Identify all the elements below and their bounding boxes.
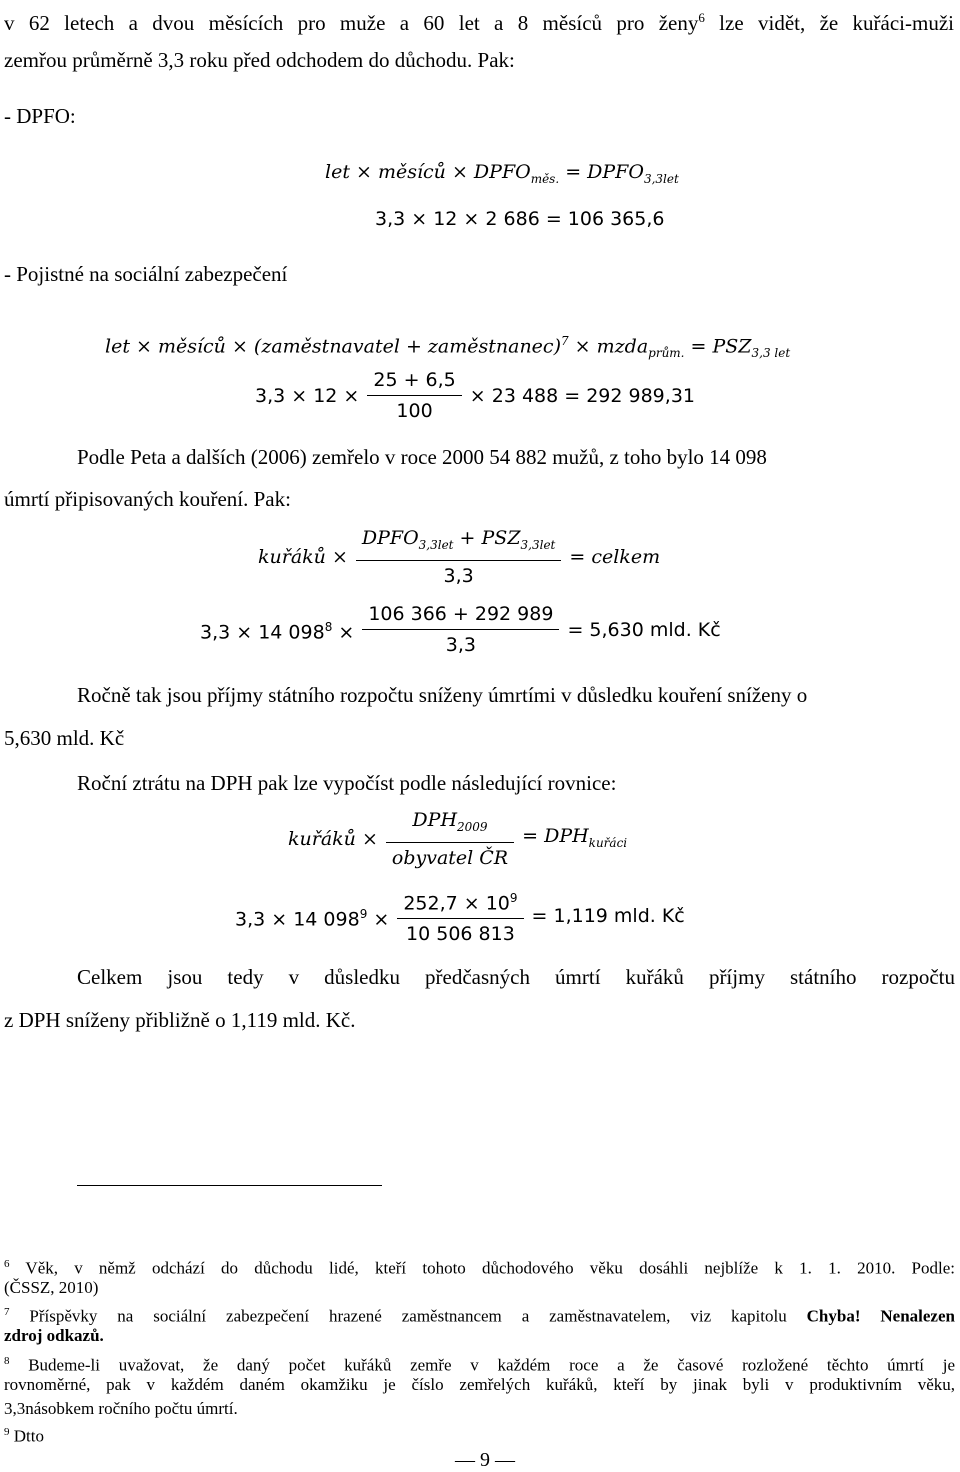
footnote-7 — [4, 1301, 955, 1328]
page-number: — 9 — — [455, 1449, 515, 1471]
fraction — [356, 526, 562, 588]
eq-left: kuřáků × — [288, 827, 378, 850]
equation-dpfo-calc: 3,3 × 12 × 2 686 = 106 365,6 — [375, 208, 665, 230]
equation-vat — [288, 808, 627, 870]
eq-text: = DPH — [522, 824, 589, 847]
footnote-separator — [77, 1185, 382, 1186]
paragraph-line — [4, 6, 954, 35]
eq-subscript: 3,3let — [520, 537, 556, 552]
eq-left — [235, 902, 389, 931]
footnote-ref[interactable]: 9 — [359, 906, 368, 921]
equation-smokers-total — [258, 526, 660, 588]
eq-right: = celkem — [569, 545, 661, 568]
footnote-text: Budeme-li uvažovat, že daný počet kuřáků zemře v každém roce a že časové rozložené těchto úmrtí je — [9, 1355, 955, 1375]
footnote-ref[interactable]: 7 — [560, 334, 569, 348]
footnote-9 — [4, 1421, 44, 1448]
footnote-number: 9 — [4, 1426, 10, 1438]
eq-subscript: kuřáci — [588, 835, 628, 850]
numerator: 106 366 + 292 989 — [362, 602, 559, 630]
eq-text: × mzda — [568, 335, 649, 358]
denominator: obyvatel ČR — [391, 846, 509, 869]
broken-reference[interactable]: Chyba! Nenalezen — [806, 1306, 955, 1326]
eq-text: 3,3 × 14 098 — [200, 621, 325, 644]
fraction — [367, 368, 461, 423]
footnote-6-cont: (ČSSZ, 2010) — [4, 1278, 99, 1297]
eq-subscript: 3,3let — [418, 537, 454, 552]
equation-smokers-calc — [200, 602, 721, 657]
paragraph-line: 5,630 mld. Kč — [4, 726, 125, 750]
denominator: 3,3 — [445, 634, 476, 656]
equation-dpfo — [325, 160, 679, 191]
eq-text: DPH — [412, 809, 458, 831]
equation-psz-calc — [255, 368, 695, 423]
footnote-8-cont: 3,3násobkem ročního počtu úmrtí. — [4, 1399, 238, 1418]
text-fragment: v 62 letech a dvou měsících pro muže a 60 let a 8 měsíců pro ženy — [4, 11, 699, 35]
eq-text: × — [373, 907, 390, 930]
equation-psz — [105, 329, 790, 365]
eq-left: kuřáků × — [258, 545, 348, 568]
paragraph-line: zemřou průměrně 3,3 roku před odchodem do důchodu. Pak: — [4, 48, 515, 72]
paragraph-line: Podle Peta a dalších (2006) zemřelo v roce 2000 54 882 mužů, z toho bylo 14 098 — [77, 445, 767, 469]
eq-subscript: 2009 — [457, 819, 488, 834]
denominator: 3,3 — [443, 564, 474, 587]
fraction — [397, 886, 523, 946]
eq-subscript: 3,3let — [643, 171, 679, 186]
eq-text: let × měsíců × (zaměstnavatel + zaměstnanec) — [105, 335, 561, 358]
footnote-text: Dtto — [9, 1426, 44, 1446]
paragraph-line: úmrtí připisovaných kouření. Pak: — [4, 487, 291, 511]
eq-text: 252,7 × 10 — [403, 892, 510, 915]
broken-reference-cont[interactable]: zdroj odkazů. — [4, 1326, 104, 1345]
numerator — [386, 808, 514, 843]
footnote-ref[interactable]: 8 — [324, 619, 333, 634]
footnote-number: 7 — [4, 1306, 10, 1318]
numerator — [356, 526, 562, 561]
numerator — [397, 886, 523, 919]
page-number-value: 9 — [480, 1449, 490, 1471]
footnote-text: Příspěvky na sociální zabezpečení hrazené zaměstnancem a zaměstnavatelem, viz kapitolu — [9, 1306, 807, 1326]
text-fragment: lze vidět, že kuřáci-muži — [704, 11, 954, 35]
eq-text: 3,3 × 14 098 — [235, 907, 360, 930]
eq-text: = DPFO — [559, 161, 644, 183]
eq-right: × 23 488 = 292 989,31 — [469, 384, 695, 407]
footnote-ref[interactable]: 6 — [698, 10, 705, 25]
eq-subscript: 3,3 let — [751, 346, 791, 361]
eq-left: 3,3 × 12 × — [255, 384, 360, 407]
bullet-social: - Pojistné na sociální zabezpečení — [4, 262, 288, 286]
fraction — [362, 602, 559, 657]
denominator: 100 — [396, 400, 433, 422]
eq-subscript: měs. — [530, 171, 560, 186]
eq-text: = PSZ — [684, 335, 752, 358]
paragraph-line: z DPH sníženy přibližně o 1,119 mld. Kč. — [4, 1008, 356, 1032]
eq-right: = 5,630 mld. Kč — [567, 618, 721, 641]
eq-superscript: 9 — [509, 891, 518, 905]
footnote-text: Věk, v němž odchází do důchodu lidé, kteří tohoto důchodového věku dosáhli nejblíže k 1. 1. 2010. Podle: — [9, 1258, 955, 1278]
denominator: 10 506 813 — [406, 923, 515, 946]
eq-right: = 1,119 mld. Kč — [531, 905, 685, 928]
eq-subscript: prům. — [648, 346, 685, 361]
footnote-number: 8 — [4, 1355, 10, 1367]
footnote-8-cont: rovnoměrné, pak v každém daném okamžiku je číslo zemřelých kuřáků, kteří by jinak byli v produktivním věku, — [4, 1375, 955, 1394]
eq-text: let × měsíců × DPFO — [325, 161, 531, 183]
footnote-number: 6 — [4, 1258, 10, 1270]
eq-left — [200, 615, 354, 644]
numerator: 25 + 6,5 — [367, 368, 461, 396]
eq-text: DPFO — [361, 527, 419, 549]
paragraph-line: Celkem jsou tedy v důsledku předčasných úmrtí kuřáků příjmy státního rozpočtu — [77, 965, 955, 989]
equation-vat-calc — [235, 886, 685, 946]
eq-text: + PSZ — [453, 527, 521, 549]
fraction — [386, 808, 514, 870]
eq-right — [522, 824, 627, 855]
eq-text: × — [338, 621, 355, 644]
paragraph-line: Ročně tak jsou příjmy státního rozpočtu sníženy úmrtími v důsledku kouření sníženy o — [77, 683, 808, 707]
footnote-8 — [4, 1350, 955, 1377]
footnote-6 — [4, 1253, 955, 1280]
bullet-dpfo: - DPFO: — [4, 104, 76, 128]
paragraph-line: Roční ztrátu na DPH pak lze vypočíst podle následující rovnice: — [77, 771, 617, 795]
